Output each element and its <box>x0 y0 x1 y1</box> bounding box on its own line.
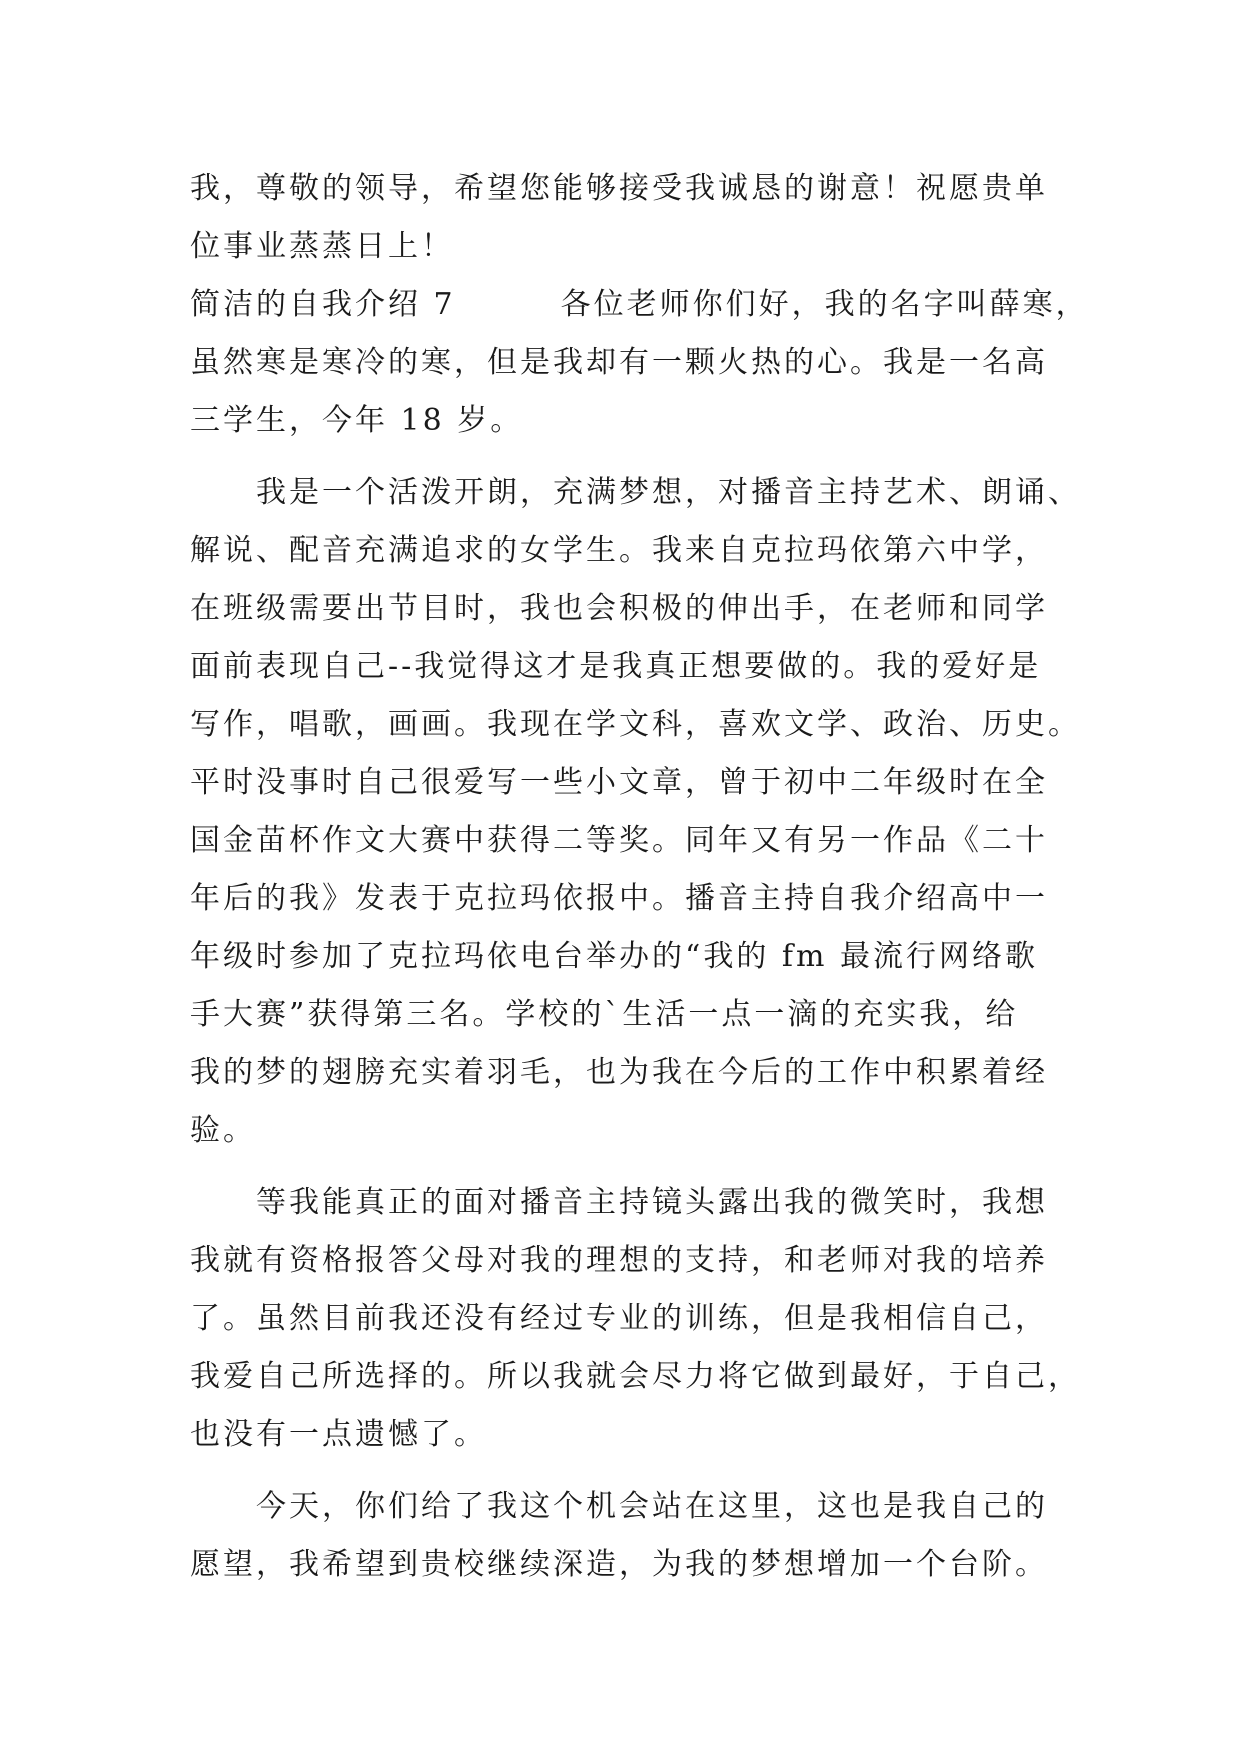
section-heading-line <box>190 276 1089 334</box>
document-body <box>190 160 1089 1594</box>
closing-line-2: 位事业蒸蒸日上！ <box>190 229 454 264</box>
paragraph-line: 愿望，我希望到贵校继续深造，为我的梦想增加一个台阶。 <box>190 1547 1048 1582</box>
paragraph-line: 我的梦的翅膀充实着羽毛，也为我在今后的工作中积累着经 <box>190 1055 1048 1090</box>
paragraph-line: 验。 <box>190 1113 256 1148</box>
paragraph-line: 也没有一点遗憾了。 <box>190 1417 487 1452</box>
paragraph-line: 我就有资格报答父母对我的理想的支持，和老师对我的培养 <box>190 1243 1048 1278</box>
paragraph-line: 了。虽然目前我还没有经过专业的训练，但是我相信自己， <box>190 1301 1048 1336</box>
paragraph-1 <box>190 464 1081 1160</box>
paragraph-3 <box>190 1478 1070 1594</box>
paragraph-line: 平时没事时自己很爱写一些小文章，曾于初中二年级时在全 <box>190 765 1048 800</box>
paragraph-line: 解说、配音充满追求的女学生。我来自克拉玛依第六中学， <box>190 533 1048 568</box>
paragraph-line: 等我能真正的面对播音主持镜头露出我的微笑时，我想 <box>256 1185 1048 1220</box>
paragraph-line: 今天，你们给了我这个机会站在这里，这也是我自己的 <box>256 1489 1048 1524</box>
paragraph-line: 面前表现自己--我觉得这才是我真正想要做的。我的爱好是 <box>190 649 1042 684</box>
paragraph-line: 在班级需要出节目时，我也会积极的伸出手，在老师和同学 <box>190 591 1048 626</box>
paragraph-line: 年级时参加了克拉玛依电台举办的“我的 fm 最流行网络歌 <box>190 939 1038 974</box>
section-intro-line-1: 虽然寒是寒冷的寒，但是我却有一颗火热的心。我是一名高 <box>190 345 1048 380</box>
closing-line-1: 我，尊敬的领导，希望您能够接受我诚恳的谢意！祝愿贵单 <box>190 171 1048 206</box>
paragraph-line: 我是一个活泼开朗，充满梦想，对播音主持艺术、朗诵、 <box>256 475 1081 510</box>
section-intro-first: 各位老师你们好，我的名字叫薛寒， <box>560 287 1089 322</box>
paragraph-line: 年后的我》发表于克拉玛依报中。播音主持自我介绍高中一 <box>190 881 1048 916</box>
paragraph-line: 我爱自己所选择的。所以我就会尽力将它做到最好，于自己， <box>190 1359 1081 1394</box>
paragraph-2 <box>190 1174 1081 1464</box>
paragraph-line: 写作，唱歌，画画。我现在学文科，喜欢文学、政治、历史。 <box>190 707 1081 742</box>
section-title: 简洁的自我介绍 7 <box>190 287 456 322</box>
paragraph-line: 手大赛”获得第三名。学校的`生活一点一滴的充实我，给 <box>190 997 1019 1032</box>
paragraph-line: 国金苗杯作文大赛中获得二等奖。同年又有另一作品《二十 <box>190 823 1048 858</box>
section-intro-line-2: 三学生，今年 18 岁。 <box>190 403 524 438</box>
